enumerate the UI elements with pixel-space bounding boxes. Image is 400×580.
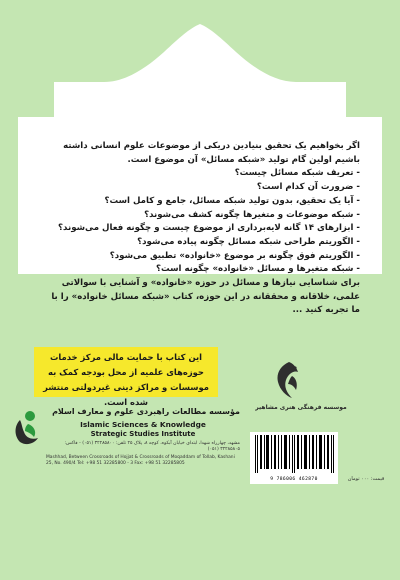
question-3: - آیا یک تحقیق، بدون تولید شبکه مسائل، جامع و کامل است؟ xyxy=(104,195,360,206)
question-8: - شبکه متغیرها و مسائل «خانواده» چگونه است؟ xyxy=(156,264,360,275)
question-7: - الگوریتم فوق چگونه بر موضوع «خانواده» تطبیق می‌شود؟ xyxy=(109,250,360,261)
sponsor-text: این کتاب با حمایت مالی مرکز خدمات حوزه‌های علمیه از محل بودجه کمک به موسسات و مراکز دینی غیردولتی منتشر شده است. xyxy=(43,352,209,407)
institute-logo-icon xyxy=(10,406,42,446)
institute-name-en-1: Islamic Sciences & Knowledge xyxy=(80,420,206,429)
barcode-number: 9 786006 462870 xyxy=(270,477,318,482)
question-1: - تعریف شبکه مسائل چیست؟ xyxy=(234,168,360,179)
outro-paragraph: برای شناسایی نیازها و مسائل در حوزه «خانواده» و آشنایی با سوالاتی علمی، خلاقانه و محققانه در این حوزه، کتاب «شبکه مسائل خانواده» را با ما تجربه کنید ... xyxy=(51,278,360,316)
question-5: - ابزارهای ۱۴ گانه لایه‌برداری از موضوع چیست و چگونه فعال می‌شوند؟ xyxy=(58,223,360,234)
publisher-emblem-icon xyxy=(272,360,306,400)
sponsor-notice xyxy=(34,347,218,407)
arched-text-panel xyxy=(14,22,386,316)
question-6: - الگوریتم طراحی شبکه مسائل چگونه پیاده می‌شود؟ xyxy=(137,236,360,247)
question-2: - ضرورت آن کدام است؟ xyxy=(256,182,360,193)
institute-name-en-2: Strategic Studies Institute xyxy=(90,430,196,438)
emblem-caption: موسسه فرهنگی هنری مشاهیر xyxy=(255,404,347,411)
question-4: - شبکه موضوعات و متغیرها چگونه کشف می‌شوند؟ xyxy=(144,209,360,220)
barcode-bars xyxy=(253,435,335,473)
intro-paragraph: اگر بخواهیم یک تحقیق بنیادین دریکی از موضوعات علوم انسانی داشته باشیم اولین گام تولید «شبکه مسائل» آن موضوع است. xyxy=(63,141,360,165)
price-label: قیمت: ۰۰۰ تومان xyxy=(347,476,385,482)
isbn-barcode xyxy=(250,432,338,484)
institute-address-en: Mashhad, Between Crossroads of Hojjat & Crossroads of Moqaddam of Tollab, Kashani 25, No. 490/4 Tel: +98 51 32285800 - 3 Fax: +98 51 32285805 xyxy=(46,455,235,466)
institute-address-fa: مشهد، چهارراه شهدا، ابتدای خیابان آبکوه، کوچه ۸، پلاک ۲۵ تلفن: ۳۲۲۸۵۸۰۰ (۰۵۱) - فاکس: ۳۲۲۸۵۸۰۵ (۰۵۱) xyxy=(64,441,240,452)
institute-name-fa: مؤسسه مطالعات راهبردی علوم و معارف اسلام xyxy=(52,407,240,416)
description-text xyxy=(44,140,360,318)
